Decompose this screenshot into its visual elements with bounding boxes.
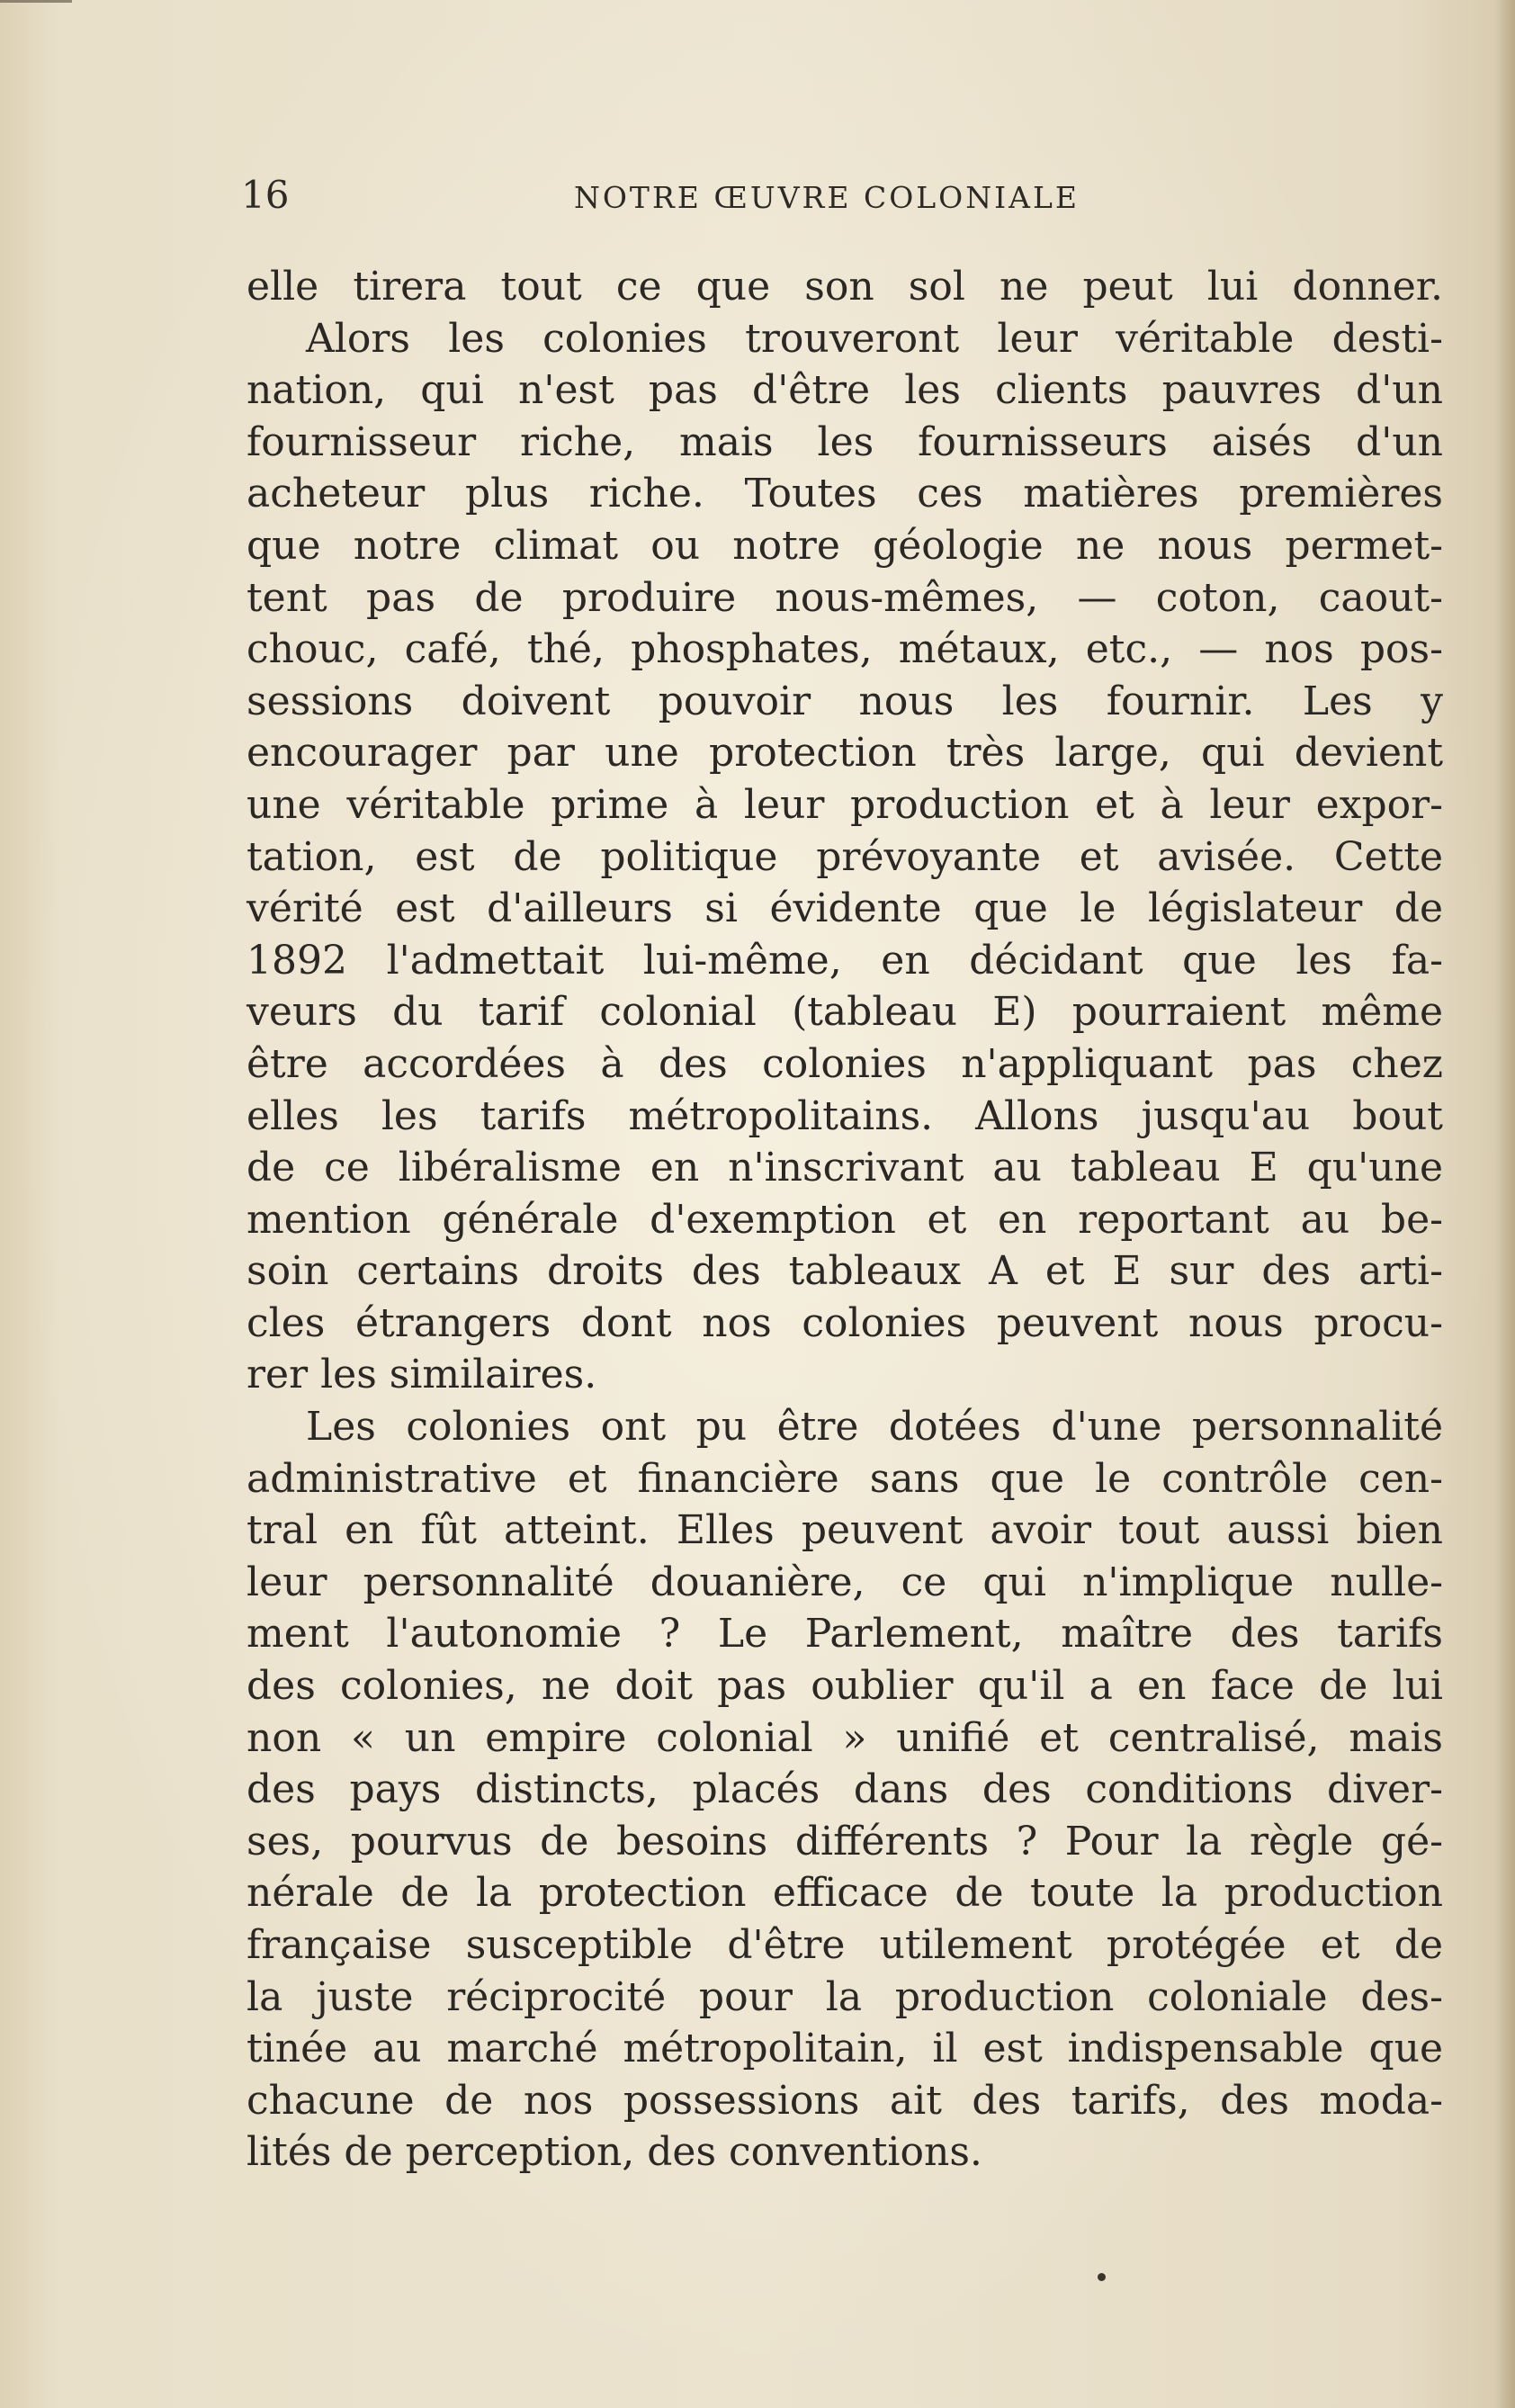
text-line: leur personnalité douanière, ce qui n'implique nulle- xyxy=(247,1559,1443,1605)
text-line: nérale de la protection efficace de toute la production xyxy=(247,1870,1443,1917)
page-header xyxy=(241,173,1447,227)
text-line: chacune de nos possessions ait des tarifs, des moda- xyxy=(247,2077,1443,2124)
text-line: nation, qui n'est pas d'être les clients pauvres d'un xyxy=(247,367,1443,414)
page-number: 16 xyxy=(241,173,290,217)
text-line: la juste réciprocité pour la production coloniale des- xyxy=(247,1973,1443,2020)
text-line: Alors les colonies trouveront leur véritable desti- xyxy=(306,315,1443,362)
page-edge-shadow xyxy=(1495,0,1515,2408)
text-line: ment l'autonomie ? Le Parlement, maître des tarifs xyxy=(247,1611,1443,1658)
text-line: non « un empire colonial » unifié et centralisé, mais xyxy=(247,1714,1443,1761)
text-line: française susceptible d'être utilement protégée et de xyxy=(247,1922,1443,1968)
text-line: chouc, café, thé, phosphates, métaux, etc., — nos pos- xyxy=(247,626,1443,673)
text-line: elle tirera tout ce que son sol ne peut lui donner. xyxy=(247,264,1443,310)
text-line: fournisseur riche, mais les fournisseurs aisés d'un xyxy=(247,418,1443,465)
text-line: que notre climat ou notre géologie ne nous permet- xyxy=(247,522,1443,569)
text-line: rer les similaires. xyxy=(247,1352,597,1398)
text-line: sessions doivent pouvoir nous les fournir. Les y xyxy=(247,678,1443,724)
corner-mark xyxy=(0,0,72,3)
text-line: lités de perception, des conventions. xyxy=(247,2129,982,2176)
text-line: des pays distincts, placés dans des conditions diver- xyxy=(247,1766,1443,1813)
text-line: tinée au marché métropolitain, il est indispensable que xyxy=(247,2026,1443,2072)
text-line: ses, pourvus de besoins différents ? Pour la règle gé- xyxy=(247,1818,1443,1864)
text-line: tation, est de politique prévoyante et avisée. Cette xyxy=(247,833,1443,880)
text-line: des colonies, ne doit pas oublier qu'il a en face de lui xyxy=(247,1663,1443,1710)
text-line: Les colonies ont pu être dotées d'une personnalité xyxy=(306,1404,1443,1451)
text-line: tent pas de produire nous-mêmes, — coton, caout- xyxy=(247,574,1443,621)
text-line: cles étrangers dont nos colonies peuvent nous procu- xyxy=(247,1299,1443,1346)
text-line: être accordées à des colonies n'appliquant pas chez xyxy=(247,1040,1443,1087)
text-line: tral en fût atteint. Elles peuvent avoir tout aussi bien xyxy=(247,1507,1443,1554)
text-line: soin certains droits des tableaux A et E sur des arti- xyxy=(247,1248,1443,1295)
text-line: acheteur plus riche. Toutes ces matières premières xyxy=(247,471,1443,517)
text-line: vérité est d'ailleurs si évidente que le législateur de xyxy=(247,885,1443,932)
text-line: 1892 l'admettait lui-même, en décidant que les fa- xyxy=(247,937,1443,984)
text-line: elles les tarifs métropolitains. Allons jusqu'au bout xyxy=(247,1092,1443,1139)
text-line: une véritable prime à leur production et à leur expor- xyxy=(247,781,1443,828)
body-text xyxy=(247,261,1443,2179)
text-line: mention générale d'exemption et en reportant au be- xyxy=(247,1196,1443,1243)
text-line: veurs du tarif colonial (tableau E) pourraient même xyxy=(247,989,1443,1036)
text-line: encourager par une protection très large, qui devient xyxy=(247,730,1443,777)
text-line: administrative et financière sans que le contrôle cen- xyxy=(247,1455,1443,1502)
ink-speck xyxy=(1098,2273,1106,2281)
running-head: NOTRE ŒUVRE COLONIALE xyxy=(574,180,1080,215)
text-line: de ce libéralisme en n'inscrivant au tableau E qu'une xyxy=(247,1145,1443,1191)
